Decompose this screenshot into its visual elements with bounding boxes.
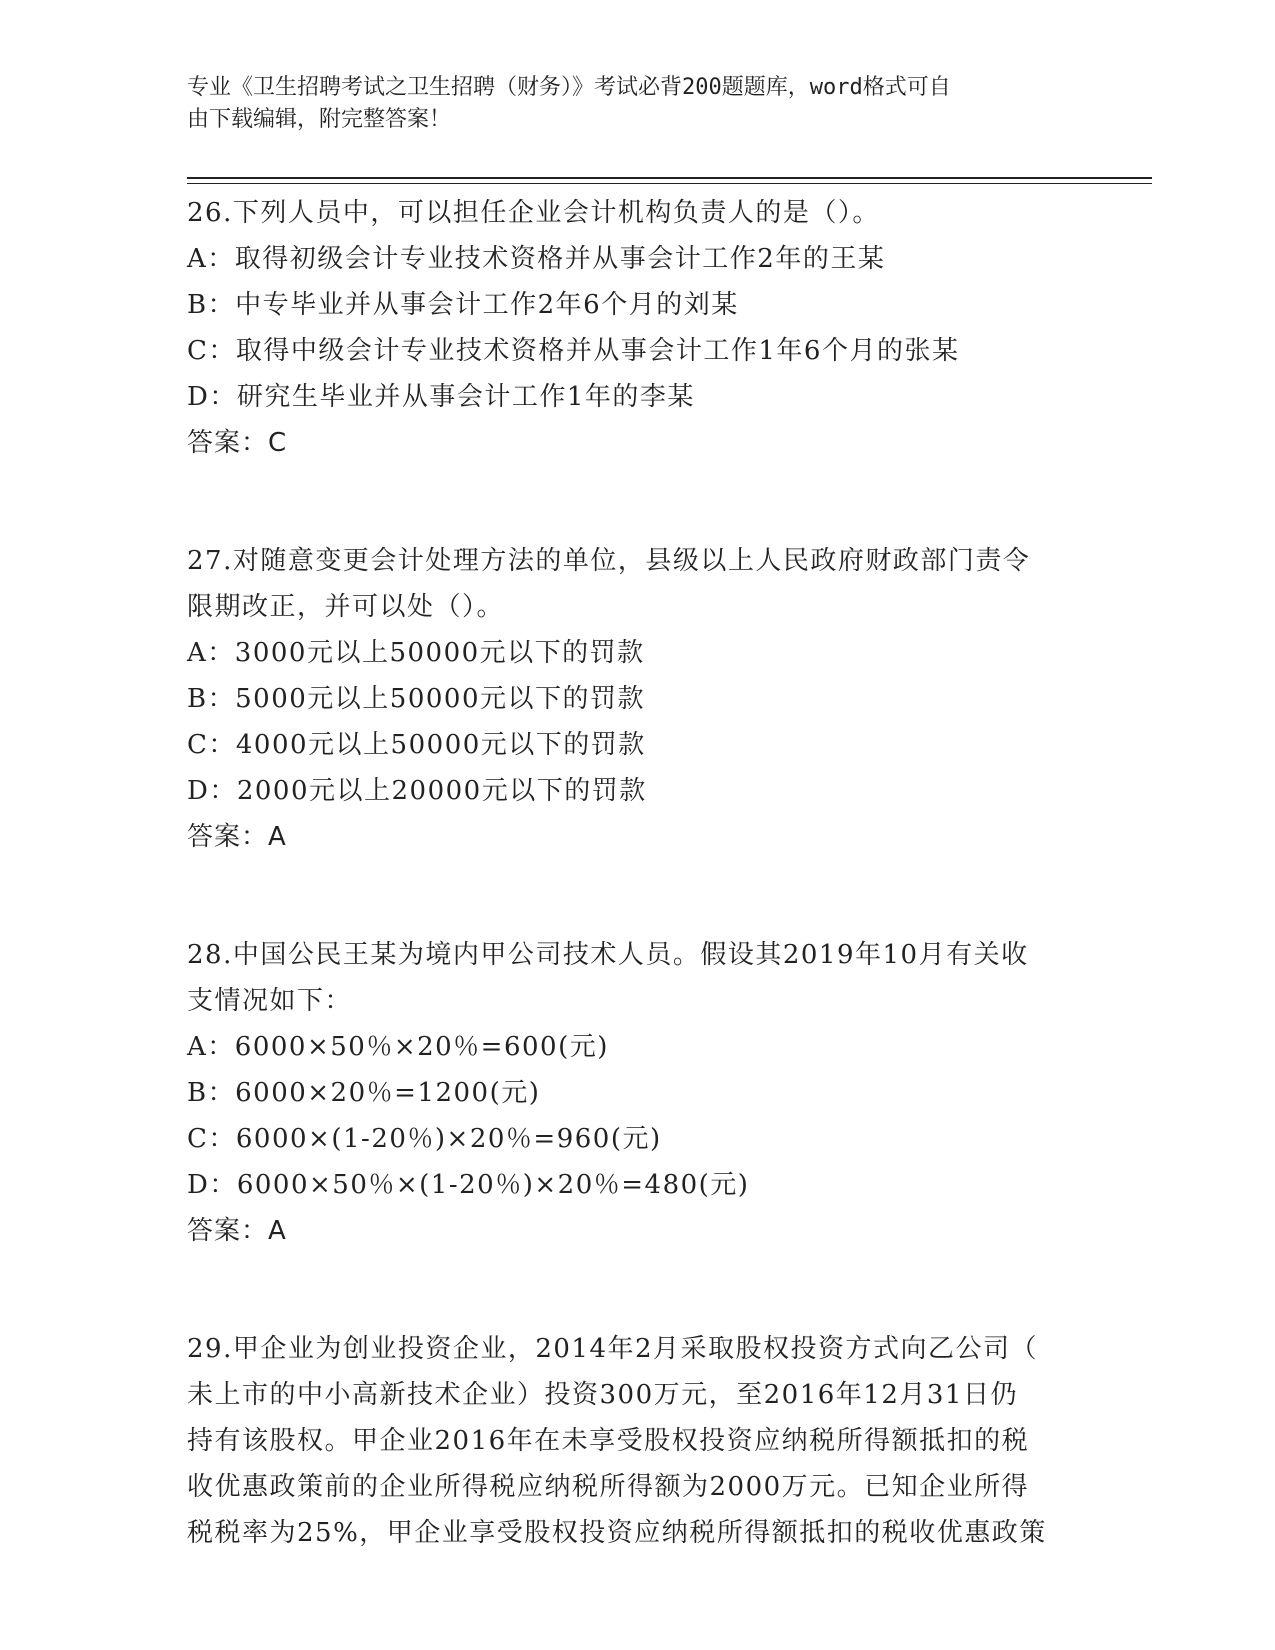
option-d: D：2000元以上20000元以下的罚款 (187, 776, 647, 806)
option-b: B：中专毕业并从事会计工作2年6个月的刘某 (187, 290, 739, 320)
option-b: B：5000元以上50000元以下的罚款 (187, 684, 645, 714)
header-line-2: 由下载编辑，附完整答案！ (187, 107, 452, 132)
question-stem: 未上市的中小高新技术企业）投资300万元，至2016年12月31日仍 (187, 1380, 1018, 1410)
question-stem: 28.中国公民王某为境内甲公司技术人员。假设其2019年10月有关收 (187, 940, 1029, 970)
question-28 (187, 932, 1087, 1254)
question-29 (187, 1326, 1087, 1556)
question-26 (187, 190, 1087, 466)
answer: 答案：C (187, 428, 288, 458)
answer: 答案：A (187, 1216, 287, 1246)
question-stem: 收优惠政策前的企业所得税应纳税所得额为2000万元。已知企业所得 (187, 1472, 1030, 1502)
header-divider-thick (187, 177, 1152, 179)
header-line-1: 专业《卫生招聘考试之卫生招聘（财务）》考试必背200题题库，word格式可自 (187, 75, 951, 100)
option-a: A：3000元以上50000元以下的罚款 (187, 638, 645, 668)
question-stem: 支情况如下： (187, 986, 353, 1016)
question-spacer (187, 1254, 1087, 1326)
answer: 答案：A (187, 822, 287, 852)
question-stem: 限期改正，并可以处（）。 (187, 592, 505, 622)
question-list (187, 190, 1087, 1556)
document-header (187, 72, 1067, 136)
question-stem: 持有该股权。甲企业2016年在未享受股权投资应纳税所得额抵扣的税 (187, 1426, 1030, 1456)
option-d: D：研究生毕业并从事会计工作1年的李某 (187, 382, 695, 412)
option-b: B：6000×20％=1200(元) (187, 1078, 541, 1108)
option-a: A：取得初级会计专业技术资格并从事会计工作2年的王某 (187, 244, 886, 274)
question-27 (187, 538, 1087, 860)
question-spacer (187, 860, 1087, 932)
option-c: C：取得中级会计专业技术资格并从事会计工作1年6个月的张某 (187, 336, 960, 366)
question-stem: 27.对随意变更会计处理方法的单位，县级以上人民政府财政部门责令 (187, 546, 1031, 576)
option-c: C：6000×(1-20％)×20％=960(元) (187, 1124, 662, 1154)
question-stem: 29.甲企业为创业投资企业，2014年2月采取股权投资方式向乙公司（ (187, 1334, 1039, 1364)
option-d: D：6000×50％×(1-20％)×20％=480(元) (187, 1170, 750, 1200)
question-stem: 税税率为25%，甲企业享受股权投资应纳税所得额抵扣的税收优惠政策 (187, 1518, 1047, 1548)
header-divider-thin (187, 183, 1152, 184)
option-c: C：4000元以上50000元以下的罚款 (187, 730, 646, 760)
question-stem: 26.下列人员中，可以担任企业会计机构负责人的是（）。 (187, 198, 880, 228)
question-spacer (187, 466, 1087, 538)
option-a: A：6000×50％×20％=600(元) (187, 1032, 609, 1062)
